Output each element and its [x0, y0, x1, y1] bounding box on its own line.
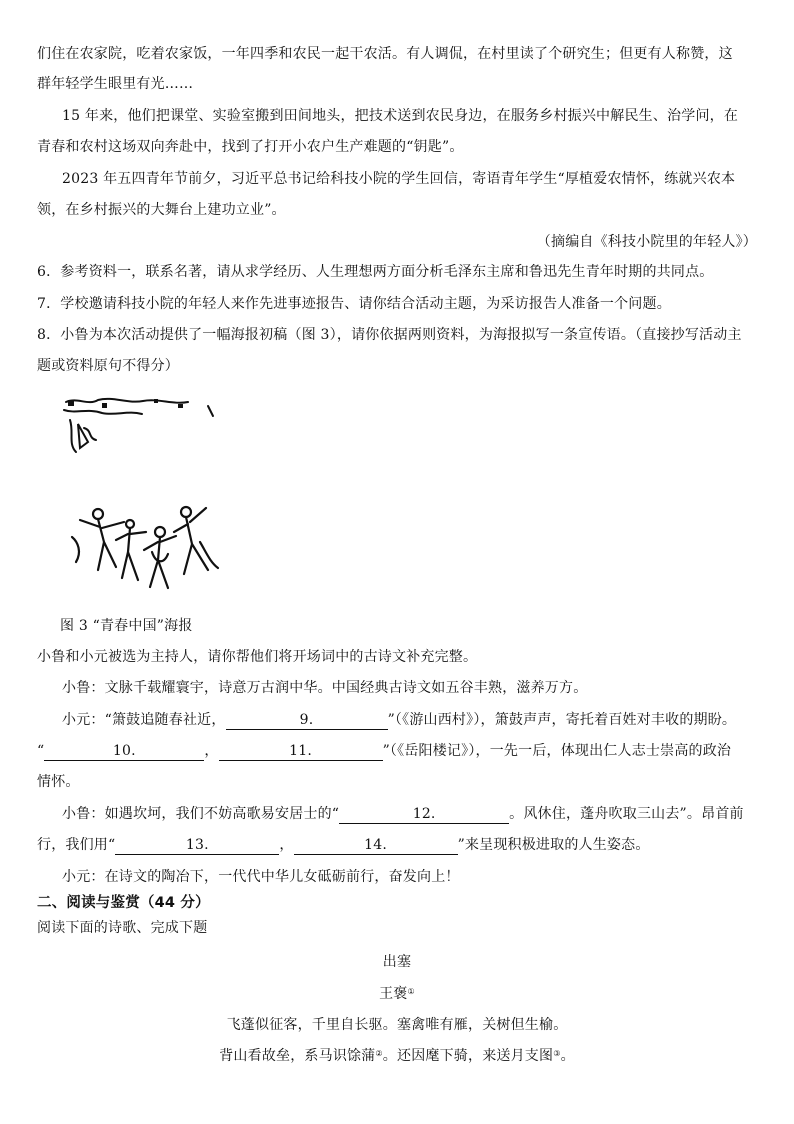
- question-8: 8．小鲁为本次活动提供了一幅海报初稿（图 3），请你依据两则资料，为海报拟写一条宣传语。（直接抄写活动主: [37, 327, 742, 343]
- paragraph-line: 们住在农家院，吃着农家饭，一年四季和农民一起干农活。有人调侃，在村里读了个研究生；但更有人称赞，这: [37, 46, 733, 62]
- fill-blank-14[interactable]: 14.: [294, 837, 458, 855]
- dialogue-text: ”（《岳阳楼记》），一先一后，体现出仁人志士崇高的政治: [382, 743, 732, 759]
- dialogue-line: 小鲁：文脉千载耀寰宇，诗意万古润中华。中国经典古诗文如五谷丰熟，滋养万方。: [62, 680, 588, 696]
- dialogue-text: 小鲁：如遇坎坷，我们不妨高歌易安居士的“: [62, 806, 340, 822]
- poem-line: [0, 1046, 794, 1067]
- dialogue-line: [62, 710, 782, 731]
- poem-title: 出塞: [382, 954, 412, 970]
- footnote-mark: ①: [407, 987, 415, 996]
- paragraph-line: 领，在乡村振兴的大舞台上建功立业”。: [37, 202, 286, 218]
- dialogue-text: ”（《游山西村》），箫鼓声声，寄托着百姓对丰收的期盼。: [387, 712, 737, 728]
- poem-author: [0, 984, 794, 1005]
- fill-blank-11[interactable]: 11.: [219, 743, 383, 761]
- fill-blank-13[interactable]: 13.: [115, 837, 279, 855]
- paragraph-line: 群年轻学生眼里有光……: [37, 76, 194, 92]
- dialogue-line: 小元：在诗文的陶冶下，一代代中华儿女砥砺前行，奋发向上！: [62, 869, 460, 885]
- dialogue-text: 小元：“箫鼓追随春社近，: [62, 712, 226, 728]
- source-citation: （摘编自《科技小院里的年轻人》）: [536, 234, 757, 250]
- dialogue-line: 情怀。: [37, 774, 80, 790]
- dialogue-intro: 小鲁和小元被选为主持人，请你帮他们将开场词中的古诗文补充完整。: [37, 649, 478, 665]
- dialogue-line: [37, 741, 757, 762]
- question-7: 7．学校邀请科技小院的年轻人来作先进事迹报告、请你结合活动主题，为采访报告人准备一个问题。: [37, 296, 671, 312]
- dialogue-text: 。风休住，蓬舟吹取三山去”。昂首前: [509, 806, 744, 822]
- section-heading: 二、阅读与鉴赏（44 分）: [37, 895, 210, 911]
- paragraph-line: 青春和农村这场双向奔赴中，找到了打开小农户生产难题的“钥匙”。: [37, 139, 464, 155]
- poem-text: 背山看故垒，系马识馀蒲: [219, 1048, 376, 1064]
- dialogue-line: [62, 804, 782, 825]
- author-name: 王褒: [379, 986, 408, 1002]
- fill-blank-9[interactable]: 9.: [226, 712, 388, 730]
- fill-blank-10[interactable]: 10.: [44, 743, 204, 761]
- section-instruction: 阅读下面的诗歌、完成下题: [37, 920, 208, 936]
- question-6: 6．参考资料一，联系名著，请从求学经历、人生理想两方面分析毛泽东主席和鲁迅先生青年时期的共同点。: [37, 264, 714, 280]
- footnote-mark: ③: [553, 1049, 561, 1058]
- dialogue-text: 行，我们用“: [37, 837, 116, 853]
- punctuation: ，: [279, 837, 294, 853]
- poem-line: 飞蓬似征客，千里自长驱。塞禽唯有雁，关树但生榆。: [226, 1017, 568, 1033]
- poster-image: [58, 392, 223, 604]
- footnote-mark: ②: [375, 1049, 383, 1058]
- question-8-cont: 题或资料原句不得分）: [37, 358, 179, 374]
- dialogue-text: ”来呈现积极进取的人生姿态。: [457, 837, 650, 853]
- poem-text: 。还因麾下骑，来送月支图: [382, 1048, 554, 1064]
- figure-caption: 图 3 “青春中国”海报: [60, 618, 193, 634]
- punctuation: ，: [204, 743, 219, 759]
- paragraph-line: 2023 年五四青年节前夕，习近平总书记给科技小院的学生回信，寄语青年学生“厚植爱农情怀，练就兴农本: [62, 171, 736, 187]
- poem-text: 。: [560, 1048, 575, 1064]
- quote-mark: “: [37, 743, 45, 759]
- dialogue-line: [37, 835, 757, 856]
- paragraph-line: 15 年来，他们把课堂、实验室搬到田间地头，把技术送到农民身边，在服务乡村振兴中解民生、治学问，在: [62, 108, 739, 124]
- fill-blank-12[interactable]: 12.: [339, 806, 509, 824]
